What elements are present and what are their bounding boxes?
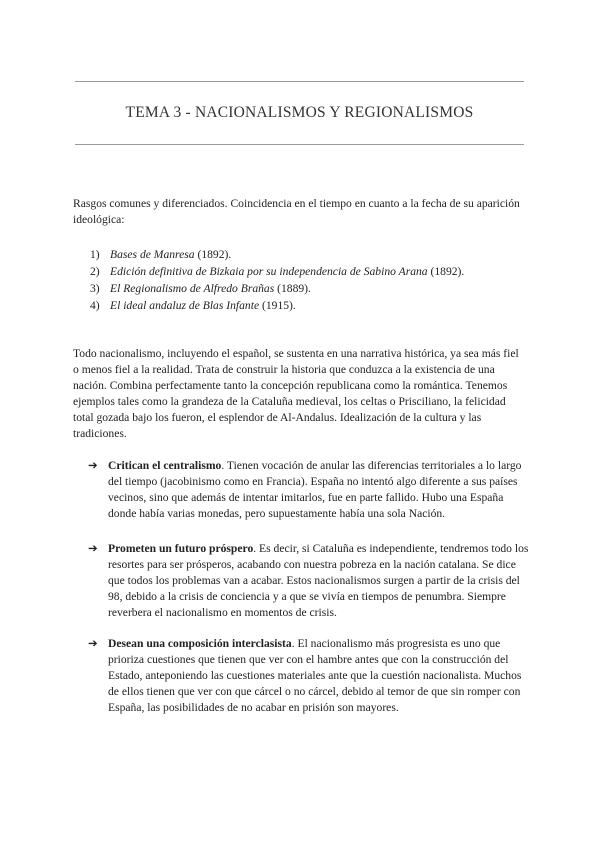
work-title: Edición definitiva de Bizkaia por su independencia de Sabino Arana xyxy=(110,265,428,278)
bullet-body: . Es decir, si Cataluña es independiente, tendremos todo los resortes para ser prósperos, acabando con nuestra pobreza en la nación catalana. Se dice que todos los problemas van a acabar. Estos nacionalismos surgen a partir de la crisis del 98, debido a la crisis de conciencia y a que se vivía en tiempos de penumbra. Siempre reverbera el nacionalismo en momentos de crisis. xyxy=(108,542,529,619)
bullet-heading: Critican el centralismo xyxy=(108,459,222,472)
bullet-centralismo xyxy=(88,458,530,522)
list-item xyxy=(90,246,530,263)
title-bottom-rule xyxy=(75,144,524,145)
list-item xyxy=(90,263,530,280)
work-year: (1892). xyxy=(194,248,232,261)
arrow-icon: ➔ xyxy=(88,542,98,555)
body-paragraph: Todo nacionalismo, incluyendo el español, se sustenta en una narrativa histórica, ya sea más fiel o menos fiel a la realidad. Trata de construir la historia que conduzca a la existencia de una nación. Combina perfectamente tanto la concepción republicana como la romántica. Tenemos ejemplos tales como la grandeza de la Cataluña medieval, los celtas o Prisciliano, la felicidad total gozada bajo los fueron, el esplendor de Al-Andalus. Idealización de la cultura y las tradiciones. xyxy=(73,347,519,440)
work-title: El ideal andaluz de Blas Infante xyxy=(110,299,260,312)
bullet-heading: Prometen un futuro próspero xyxy=(108,542,254,555)
work-year: (1889). xyxy=(274,282,311,295)
title-top-rule xyxy=(75,81,524,82)
list-number: 1) xyxy=(90,248,100,261)
bullet-interclasista xyxy=(88,636,530,716)
intro-paragraph: Rasgos comunes y diferenciados. Coincidencia en el tiempo en cuanto a la fecha de su aparición ideológica: xyxy=(73,197,520,226)
work-year: (1892). xyxy=(427,265,465,278)
bullet-text xyxy=(108,541,530,621)
work-year: (1915). xyxy=(259,299,296,312)
bullet-text xyxy=(108,636,530,716)
bullet-text xyxy=(108,458,530,522)
work-title: Bases de Manresa xyxy=(110,248,195,261)
work-title: El Regionalismo de Alfredo Brañas xyxy=(110,282,275,295)
list-number: 4) xyxy=(90,299,100,312)
bullet-futuro xyxy=(88,541,530,621)
list-number: 3) xyxy=(90,282,100,295)
arrow-icon: ➔ xyxy=(88,459,98,472)
list-number: 2) xyxy=(90,265,100,278)
list-item xyxy=(90,297,530,314)
page-title: TEMA 3 - NACIONALISMOS Y REGIONALISMOS xyxy=(125,104,474,121)
arrow-icon: ➔ xyxy=(88,637,98,650)
bullet-heading: Desean una composición interclasista xyxy=(108,637,292,650)
works-list xyxy=(90,246,530,314)
bullet-body: . Tienen vocación de anular las diferencias territoriales a lo largo del tiempo (jacobinismo como en Francia). España no intentó algo diferente a sus países vecinos, sino que además de intentar imitarlos, fue en parte fallido. Hubo una España donde había varias monedas, pero supuestamente había una sola Nación. xyxy=(108,459,522,520)
bullet-body: . El nacionalismo más progresista es uno que prioriza cuestiones que tienen que ver con el hambre antes que con la construcción del Estado, anteponiendo las cuestiones materiales ante que la cuestión nacionalista. Muchos de ellos tienen que ver con que cárcel o no cárcel, debido al temor de que sin romper con España, las posibilidades de no acabar en prisión son mayores. xyxy=(108,637,522,714)
list-item xyxy=(90,280,530,297)
